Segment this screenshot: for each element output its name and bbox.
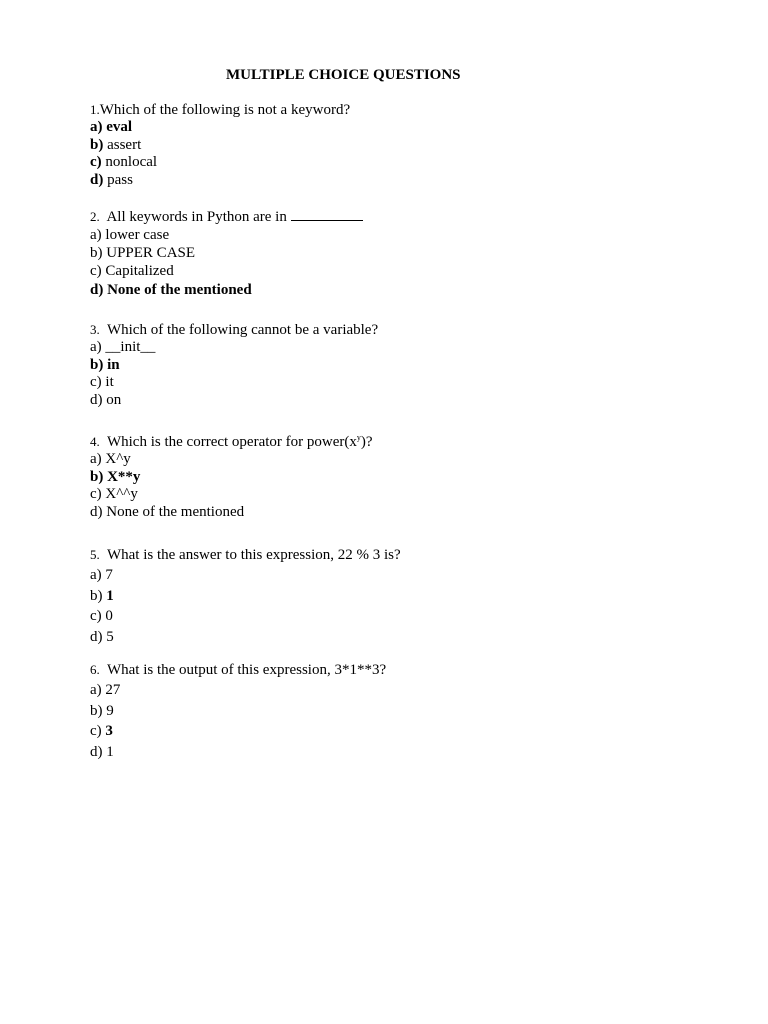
answer-blank — [291, 208, 363, 221]
option-text: 9 — [106, 702, 114, 719]
question-3 — [90, 320, 378, 410]
option-text: None of the mentioned — [106, 504, 245, 521]
answer-option — [90, 721, 386, 742]
option-text: 27 — [105, 682, 121, 698]
question-2 — [90, 207, 363, 299]
answer-option — [90, 357, 378, 375]
option-text: X^y — [105, 451, 131, 467]
option-text: pass — [107, 172, 133, 189]
option-text: 0 — [105, 608, 113, 625]
option-letter: b) — [90, 587, 103, 604]
question-number: 2. — [90, 209, 100, 224]
option-letter: d) — [90, 281, 104, 298]
option-letter: a) — [90, 567, 102, 583]
question-text — [90, 432, 373, 451]
option-text: Capitalized — [105, 263, 174, 280]
answer-option — [90, 244, 363, 262]
option-text: X^^y — [105, 486, 138, 503]
question-number: 5. — [90, 547, 100, 562]
option-letter: a) — [90, 227, 102, 243]
answer-option — [90, 281, 363, 299]
option-letter: b) — [90, 356, 104, 373]
answer-option — [90, 701, 386, 722]
option-letter: c) — [90, 723, 102, 740]
question-4 — [90, 432, 373, 522]
answer-option — [90, 586, 401, 607]
option-letter: b) — [90, 468, 104, 485]
question-prompt: Which of the following cannot be a variable? — [106, 322, 379, 338]
option-text: assert — [107, 136, 142, 153]
option-text: on — [106, 392, 122, 409]
option-letter: d) — [90, 504, 103, 521]
question-number: 4. — [90, 434, 100, 449]
option-text: lower case — [105, 227, 170, 243]
option-letter: c) — [90, 608, 102, 625]
option-letter: d) — [90, 744, 103, 761]
question-text — [90, 545, 401, 565]
answer-option — [90, 374, 378, 392]
answer-option — [90, 339, 378, 357]
question-prompt-end: )? — [360, 434, 373, 450]
question-number: 6. — [90, 662, 100, 677]
question-text — [90, 320, 378, 339]
question-prompt: What is the output of this expression, 3*1**3? — [106, 662, 387, 678]
option-letter: a) — [90, 119, 103, 135]
option-letter: c) — [90, 263, 102, 280]
question-prompt: Which of the following is not a keyword? — [99, 102, 351, 118]
option-letter: a) — [90, 339, 102, 355]
option-text: X**y — [107, 468, 141, 485]
option-text: nonlocal — [105, 154, 158, 171]
document-title: MULTIPLE CHOICE QUESTIONS — [226, 67, 461, 83]
answer-option — [90, 606, 401, 627]
option-text: 7 — [105, 567, 113, 583]
answer-option — [90, 627, 401, 648]
option-text: __init__ — [105, 339, 156, 355]
option-text: it — [105, 374, 114, 391]
answer-option — [90, 469, 373, 487]
option-letter: d) — [90, 392, 103, 409]
option-letter: c) — [90, 486, 102, 503]
option-letter: b) — [90, 136, 104, 153]
question-prompt: Which is the correct operator for power(x — [106, 434, 357, 450]
question-6 — [90, 660, 386, 763]
option-letter: d) — [90, 172, 104, 189]
answer-option — [90, 119, 350, 137]
option-letter: c) — [90, 154, 102, 171]
option-text: None of the mentioned — [107, 281, 252, 298]
answer-option — [90, 565, 401, 586]
option-letter: b) — [90, 245, 103, 262]
question-5 — [90, 545, 401, 648]
question-text — [90, 100, 350, 119]
option-text: in — [107, 356, 120, 373]
answer-option — [90, 172, 350, 190]
answer-option — [90, 504, 373, 522]
question-number: 3. — [90, 322, 100, 337]
option-text: 1 — [106, 744, 114, 761]
question-1 — [90, 100, 350, 190]
option-letter: b) — [90, 702, 103, 719]
option-text: UPPER CASE — [106, 245, 196, 262]
question-prompt: What is the answer to this expression, 22 % 3 is? — [106, 547, 401, 563]
option-text: eval — [106, 119, 133, 135]
question-number: 1. — [90, 102, 100, 117]
question-text — [90, 207, 363, 226]
answer-option — [90, 137, 350, 155]
answer-option — [90, 392, 378, 410]
answer-option — [90, 451, 373, 469]
option-letter: a) — [90, 682, 102, 698]
answer-option — [90, 154, 350, 172]
option-text: 5 — [106, 629, 114, 646]
question-prompt: All keywords in Python are in — [106, 209, 287, 225]
option-letter: a) — [90, 451, 102, 467]
option-text: 1 — [106, 587, 114, 604]
answer-option — [90, 680, 386, 701]
option-letter: d) — [90, 629, 103, 646]
answer-option — [90, 226, 363, 244]
superscript: y — [356, 433, 361, 442]
answer-option — [90, 262, 363, 280]
option-text: 3 — [105, 723, 113, 740]
option-letter: c) — [90, 374, 102, 391]
answer-option — [90, 486, 373, 504]
answer-option — [90, 742, 386, 763]
question-text — [90, 660, 386, 680]
